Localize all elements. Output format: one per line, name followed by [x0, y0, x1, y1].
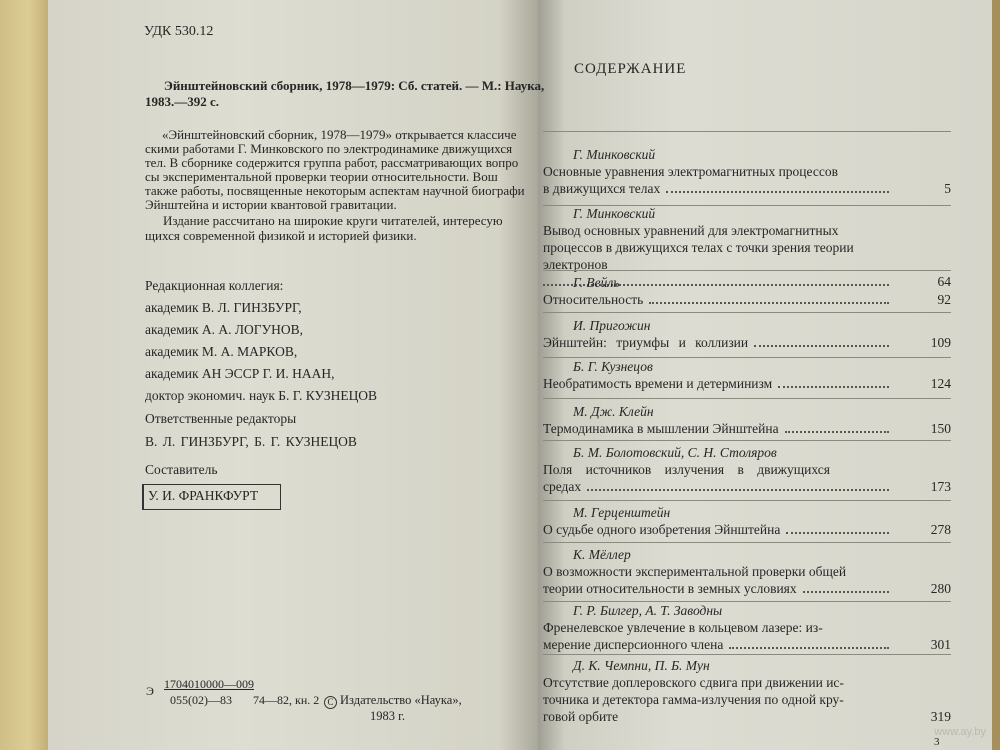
- toc-page-number: 301: [930, 637, 951, 652]
- toc-author: Г. Минковский: [573, 147, 656, 162]
- board-member: академик АН ЭССР Г. И. НААН,: [145, 366, 335, 381]
- compiler-name: У. И. ФРАНКФУРТ: [148, 488, 259, 503]
- copyright-circle: C: [324, 696, 337, 709]
- toc-author: Г. Р. Билгер, А. Т. Заводны: [573, 603, 723, 618]
- annotation-line: «Эйнштейновский сборник, 1978—1979» открывается классиче: [162, 127, 517, 142]
- toc-entry: [543, 657, 951, 725]
- annotation-line: также работы, посвященные некоторым аспектам научной биографи: [145, 183, 525, 198]
- board-member: академик А. А. ЛОГУНОВ,: [145, 322, 304, 337]
- toc-author: Г. Вейль: [573, 275, 620, 290]
- dot-leader: [785, 431, 889, 433]
- dot-leader: [587, 489, 889, 491]
- toc-title-last-line: [543, 291, 951, 308]
- watermark: www.ay.by: [934, 726, 986, 738]
- toc-title-last-line: [543, 636, 951, 653]
- toc-title-line: Эйнштейн: триумфы и коллизии: [543, 335, 749, 350]
- toc-author: Б. М. Болотовский, С. Н. Столяров: [573, 445, 777, 460]
- toc-title-line: Относительность: [543, 292, 644, 307]
- code-numerator: 1704010000—009: [164, 677, 254, 691]
- board-member: доктор экономич. наук Б. Г. КУЗНЕЦОВ: [145, 388, 377, 403]
- copyright-line: Издательство «Наука»,: [340, 693, 462, 707]
- toc-title-line: О судьбе одного изобретения Эйнштейна: [543, 522, 781, 537]
- toc-title-line: Основные уравнения электромагнитных процессов: [543, 164, 838, 179]
- toc-entry: [543, 602, 951, 653]
- toc-author: Г. Минковский: [573, 206, 656, 221]
- biblio-line-1: Эйнштейновский сборник, 1978—1979: Сб. статей. — М.: Наука,: [164, 78, 545, 93]
- annotation-line: Издание рассчитано на широкие круги читателей, интересую: [163, 213, 503, 228]
- annotation-line: скими работами Г. Минковского по электродинамике движущихся: [145, 141, 513, 156]
- toc-title-line: электронов: [543, 257, 608, 272]
- code-tail: 74—82, кн. 2: [253, 693, 320, 707]
- toc-separator: [543, 312, 951, 313]
- toc-separator: [543, 270, 951, 271]
- toc-entry: [543, 146, 951, 197]
- editors-heading: Ответственные редакторы: [145, 411, 297, 426]
- toc-title-line: Поля источников излучения в движущихся: [543, 462, 830, 477]
- compiler-heading: Составитель: [145, 462, 218, 477]
- code-denominator: 055(02)—83: [170, 693, 232, 707]
- toc-title-line: процессов в движущихся телах с точки зрения теории: [543, 240, 854, 255]
- toc-title-line: говой орбите: [543, 709, 619, 724]
- dot-leader: [729, 647, 889, 649]
- toc-entry: [543, 504, 951, 538]
- board-member: академик В. Л. ГИНЗБУРГ,: [145, 300, 302, 315]
- book-cover-edge: [0, 0, 52, 750]
- biblio-line-2: 1983.—392 с.: [145, 94, 220, 109]
- dot-leader: [778, 386, 889, 388]
- toc-entry: [543, 403, 951, 437]
- toc-title-last-line: [543, 180, 951, 197]
- dot-leader: [666, 191, 889, 193]
- annotation-line: сы экспериментальной проверки теории относительности. Вош: [145, 169, 498, 184]
- toc-separator: [543, 440, 951, 441]
- toc-page-number: 150: [930, 421, 951, 436]
- toc-separator: [543, 131, 951, 132]
- toc-entry: [543, 274, 951, 308]
- toc-page-number: 92: [937, 292, 951, 307]
- toc-page-number: 64: [937, 274, 951, 289]
- dot-leader: [754, 345, 889, 347]
- toc-title-line: Отсутствие доплеровского сдвига при движении ис-: [543, 675, 844, 690]
- toc-title-last-line: [543, 708, 951, 725]
- toc-title-line: средах: [543, 479, 582, 494]
- editorial-board-heading: Редакционная коллегия:: [145, 278, 284, 293]
- toc-page-number: 280: [930, 581, 951, 596]
- annotation-line: Эйнштейна и истории квантовой гравитации.: [145, 197, 397, 212]
- toc-title-line: Вывод основных уравнений для электромагнитных: [543, 223, 839, 238]
- toc-separator: [543, 542, 951, 543]
- toc-title-last-line: [543, 580, 951, 597]
- toc-author: М. Герценштейн: [573, 505, 671, 520]
- dot-leader: [786, 532, 889, 534]
- toc-title-line: мерение дисперсионного члена: [543, 637, 724, 652]
- toc-author: М. Дж. Клейн: [573, 404, 654, 419]
- page-number: 3: [934, 736, 940, 748]
- toc-page-number: 109: [930, 335, 951, 350]
- toc-title-line: точника и детектора гамма-излучения по одной кру-: [543, 692, 844, 707]
- annotation-line: щихся современной физикой и историей физики.: [145, 228, 417, 243]
- toc-page-number: 319: [930, 709, 951, 724]
- book-cover-edge-right: [992, 0, 1000, 750]
- toc-entry: [543, 358, 951, 392]
- toc-author: Д. К. Чемпни, П. Б. Мун: [573, 658, 710, 673]
- toc-title-line: О возможности экспериментальной проверки общей: [543, 564, 847, 579]
- toc-author: Б. Г. Кузнецов: [573, 359, 653, 374]
- copyright-year: 1983 г.: [370, 709, 405, 723]
- toc-author: И. Пригожин: [573, 318, 651, 333]
- toc-title-last-line: [543, 334, 951, 351]
- annotation-line: тел. В сборнике содержится группа работ, рассматривающих вопро: [145, 155, 519, 170]
- dot-leader: [649, 302, 889, 304]
- board-member: академик М. А. МАРКОВ,: [145, 344, 298, 359]
- toc-title-last-line: [543, 521, 951, 538]
- dot-leader: [803, 591, 889, 593]
- toc-page-number: 173: [930, 479, 951, 494]
- toc-title-last-line: [543, 375, 951, 392]
- editors-names: В. Л. ГИНЗБУРГ, Б. Г. КУЗНЕЦОВ: [145, 434, 357, 449]
- toc-page-number: 5: [944, 181, 951, 196]
- dot-leader: [624, 719, 889, 721]
- toc-entry: [543, 317, 951, 351]
- udk-code: УДК 530.12: [144, 24, 214, 39]
- toc-title-line: Френелевское увлечение в кольцевом лазере: из-: [543, 620, 823, 635]
- contents-heading: СОДЕРЖАНИЕ: [574, 61, 687, 77]
- toc-separator: [543, 398, 951, 399]
- toc-entry: [543, 444, 951, 495]
- toc-page-number: 278: [930, 522, 951, 537]
- toc-title-last-line: [543, 478, 951, 495]
- toc-title-last-line: [543, 420, 951, 437]
- toc-title-line: теории относительности в земных условиях: [543, 581, 797, 596]
- toc-title-line: Необратимость времени и детерминизм: [543, 376, 773, 391]
- code-prefix: Э: [146, 684, 154, 698]
- toc-entry: [543, 546, 951, 597]
- toc-title-line: Термодинамика в мышлении Эйнштейна: [543, 421, 779, 436]
- toc-separator: [543, 500, 951, 501]
- toc-page-number: 124: [930, 376, 951, 391]
- toc-separator: [543, 654, 951, 655]
- toc-author: К. Мёллер: [573, 547, 631, 562]
- toc-title-line: в движущихся телах: [543, 181, 661, 196]
